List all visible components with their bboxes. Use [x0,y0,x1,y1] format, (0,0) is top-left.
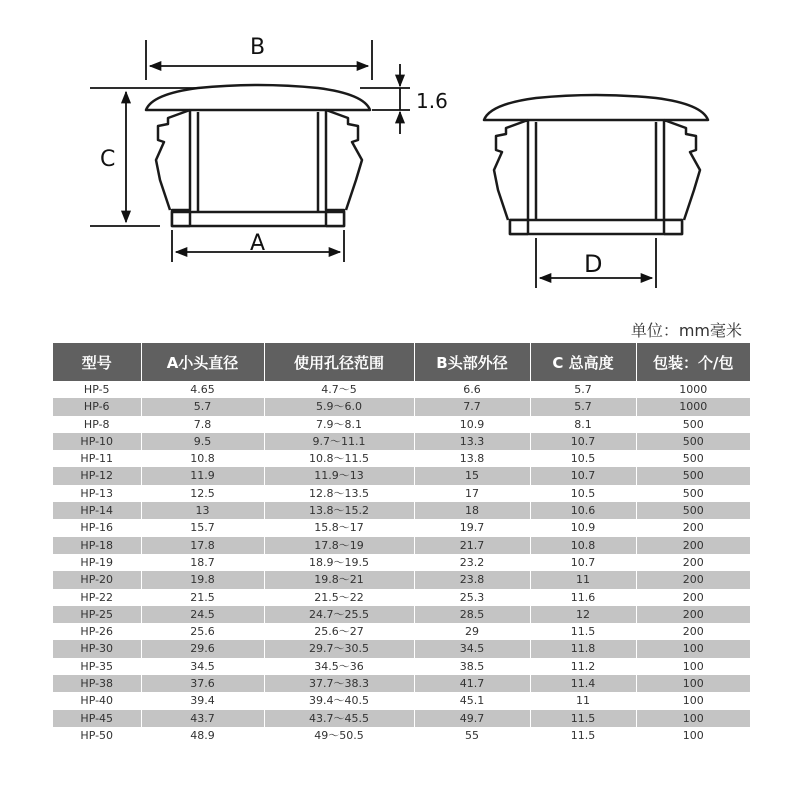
label-b: B [250,35,266,60]
table-cell: HP-50 [53,727,141,744]
table-cell: 10.6 [530,502,636,519]
table-cell: 15.7 [141,519,264,536]
table-cell: 43.7～45.5 [264,710,414,727]
table-cell: HP-35 [53,658,141,675]
table-cell: 19.8 [141,571,264,588]
table-cell: HP-25 [53,606,141,623]
table-row [53,467,750,484]
table-cell: 45.1 [414,692,530,709]
table-cell: 11.5 [530,727,636,744]
table-cell: 11.5 [530,710,636,727]
table-row [53,519,750,536]
header-b-head-diameter: B头部外径 [414,343,530,381]
header-packaging: 包装：个/包 [636,343,750,381]
table-cell: 10.9 [414,416,530,433]
table-cell: 19.8～21 [264,571,414,588]
header-c-height: C 总高度 [530,343,636,381]
table-cell: 39.4 [141,692,264,709]
table-cell: 200 [636,537,750,554]
table-cell: HP-40 [53,692,141,709]
table-cell: 10.7 [530,433,636,450]
table-cell: 11.9 [141,467,264,484]
table-cell: 100 [636,658,750,675]
header-model: 型号 [53,343,141,381]
table-cell: 21.7 [414,537,530,554]
table-cell: 19.7 [414,519,530,536]
table-row [53,606,750,623]
table-cell: 11.6 [530,589,636,606]
table-cell: 17.8～19 [264,537,414,554]
table-cell: 500 [636,502,750,519]
table-header-row [53,343,750,381]
table-row [53,658,750,675]
table-cell: 10.8 [530,537,636,554]
table-cell: 200 [636,623,750,640]
table-cell: 21.5～22 [264,589,414,606]
table-cell: HP-14 [53,502,141,519]
table-cell: 49.7 [414,710,530,727]
table-cell: 100 [636,710,750,727]
table-row [53,502,750,519]
table-cell: 10.5 [530,450,636,467]
table-row [53,381,750,398]
table-cell: 200 [636,571,750,588]
table-row [53,398,750,415]
table-cell: 10.9 [530,519,636,536]
unit-note: 单位：mm毫米 [630,321,742,340]
table-cell: 11 [530,571,636,588]
table-cell: HP-8 [53,416,141,433]
table-cell: 5.9～6.0 [264,398,414,415]
table-cell: 500 [636,485,750,502]
table-cell: HP-10 [53,433,141,450]
table-row [53,433,750,450]
table-cell: HP-45 [53,710,141,727]
table-cell: 25.6 [141,623,264,640]
label-a: A [250,231,266,256]
table-cell: HP-11 [53,450,141,467]
table-cell: 5.7 [530,381,636,398]
table-cell: 500 [636,416,750,433]
table-row [53,571,750,588]
table-cell: 15 [414,467,530,484]
table-cell: 37.6 [141,675,264,692]
table-cell: HP-6 [53,398,141,415]
table-cell: HP-18 [53,537,141,554]
table-cell: HP-26 [53,623,141,640]
table-cell: 10.8 [141,450,264,467]
table-cell: 43.7 [141,710,264,727]
table-cell: 12.5 [141,485,264,502]
table-cell: 4.7～5 [264,381,414,398]
table-cell: 18 [414,502,530,519]
table-row [53,692,750,709]
header-a-diameter: A小头直径 [141,343,264,381]
table-cell: 100 [636,675,750,692]
table-cell: 500 [636,467,750,484]
table-cell: 18.7 [141,554,264,571]
header-hole-range: 使用孔径范围 [264,343,414,381]
table-cell: 6.6 [414,381,530,398]
table-row [53,416,750,433]
table-cell: 12.8～13.5 [264,485,414,502]
table-cell: 29.6 [141,640,264,657]
table-cell: 13.8 [414,450,530,467]
table-cell: 7.8 [141,416,264,433]
table-row [53,554,750,571]
table-cell: 200 [636,606,750,623]
table-cell: 9.7～11.1 [264,433,414,450]
table-cell: HP-19 [53,554,141,571]
table-cell: 29 [414,623,530,640]
table-cell: HP-22 [53,589,141,606]
table-cell: 55 [414,727,530,744]
table-cell: 1000 [636,381,750,398]
table-cell: 200 [636,519,750,536]
table-cell: 18.9～19.5 [264,554,414,571]
table-cell: 500 [636,450,750,467]
table-cell: 24.5 [141,606,264,623]
table-cell: 41.7 [414,675,530,692]
spec-table [53,343,750,744]
table-row [53,640,750,657]
table-cell: 34.5 [141,658,264,675]
table-cell: 10.7 [530,554,636,571]
table-row [53,450,750,467]
table-cell: 10.8～11.5 [264,450,414,467]
technical-drawing [0,0,800,320]
table-cell: 100 [636,727,750,744]
plug-front-view [484,95,708,234]
table-cell: 29.7～30.5 [264,640,414,657]
table-cell: 200 [636,589,750,606]
table-cell: 7.9～8.1 [264,416,414,433]
table-cell: 7.7 [414,398,530,415]
label-c: C [100,147,116,172]
table-cell: 23.8 [414,571,530,588]
table-cell: 34.5 [414,640,530,657]
table-cell: 13.3 [414,433,530,450]
table-cell: 5.7 [141,398,264,415]
table-cell: 11.4 [530,675,636,692]
table-cell: 4.65 [141,381,264,398]
table-cell: 49～50.5 [264,727,414,744]
table-cell: 10.7 [530,467,636,484]
table-cell: 48.9 [141,727,264,744]
table-cell: 100 [636,692,750,709]
table-cell: 11.2 [530,658,636,675]
table-row [53,589,750,606]
table-cell: HP-16 [53,519,141,536]
table-cell: 11 [530,692,636,709]
table-cell: 34.5～36 [264,658,414,675]
table-cell: 13.8～15.2 [264,502,414,519]
table-cell: 23.2 [414,554,530,571]
table-cell: 15.8～17 [264,519,414,536]
table-row [53,485,750,502]
table-cell: 17.8 [141,537,264,554]
table-cell: 1000 [636,398,750,415]
table-cell: 39.4～40.5 [264,692,414,709]
table-cell: 11.9～13 [264,467,414,484]
table-cell: HP-38 [53,675,141,692]
table-cell: HP-5 [53,381,141,398]
table-cell: 5.7 [530,398,636,415]
table-cell: 13 [141,502,264,519]
table-cell: 11.5 [530,623,636,640]
table-row [53,710,750,727]
table-cell: 500 [636,433,750,450]
table-cell: 10.5 [530,485,636,502]
table-cell: HP-13 [53,485,141,502]
plug-side-view [146,85,370,226]
table-cell: 21.5 [141,589,264,606]
dimension-lines-left [90,40,410,262]
table-cell: 11.8 [530,640,636,657]
table-cell: 38.5 [414,658,530,675]
table-cell: 100 [636,640,750,657]
table-cell: HP-12 [53,467,141,484]
table-cell: HP-30 [53,640,141,657]
table-row [53,537,750,554]
label-d: D [584,250,603,278]
table-row [53,675,750,692]
table-cell: 25.3 [414,589,530,606]
table-row [53,623,750,640]
table-cell: 24.7～25.5 [264,606,414,623]
table-cell: 200 [636,554,750,571]
table-row [53,727,750,744]
table-cell: 25.6～27 [264,623,414,640]
label-head-thickness: 1.6 [416,89,448,113]
table-cell: 12 [530,606,636,623]
table-cell: 17 [414,485,530,502]
table-cell: HP-20 [53,571,141,588]
table-cell: 28.5 [414,606,530,623]
table-cell: 9.5 [141,433,264,450]
table-cell: 37.7～38.3 [264,675,414,692]
table-cell: 8.1 [530,416,636,433]
